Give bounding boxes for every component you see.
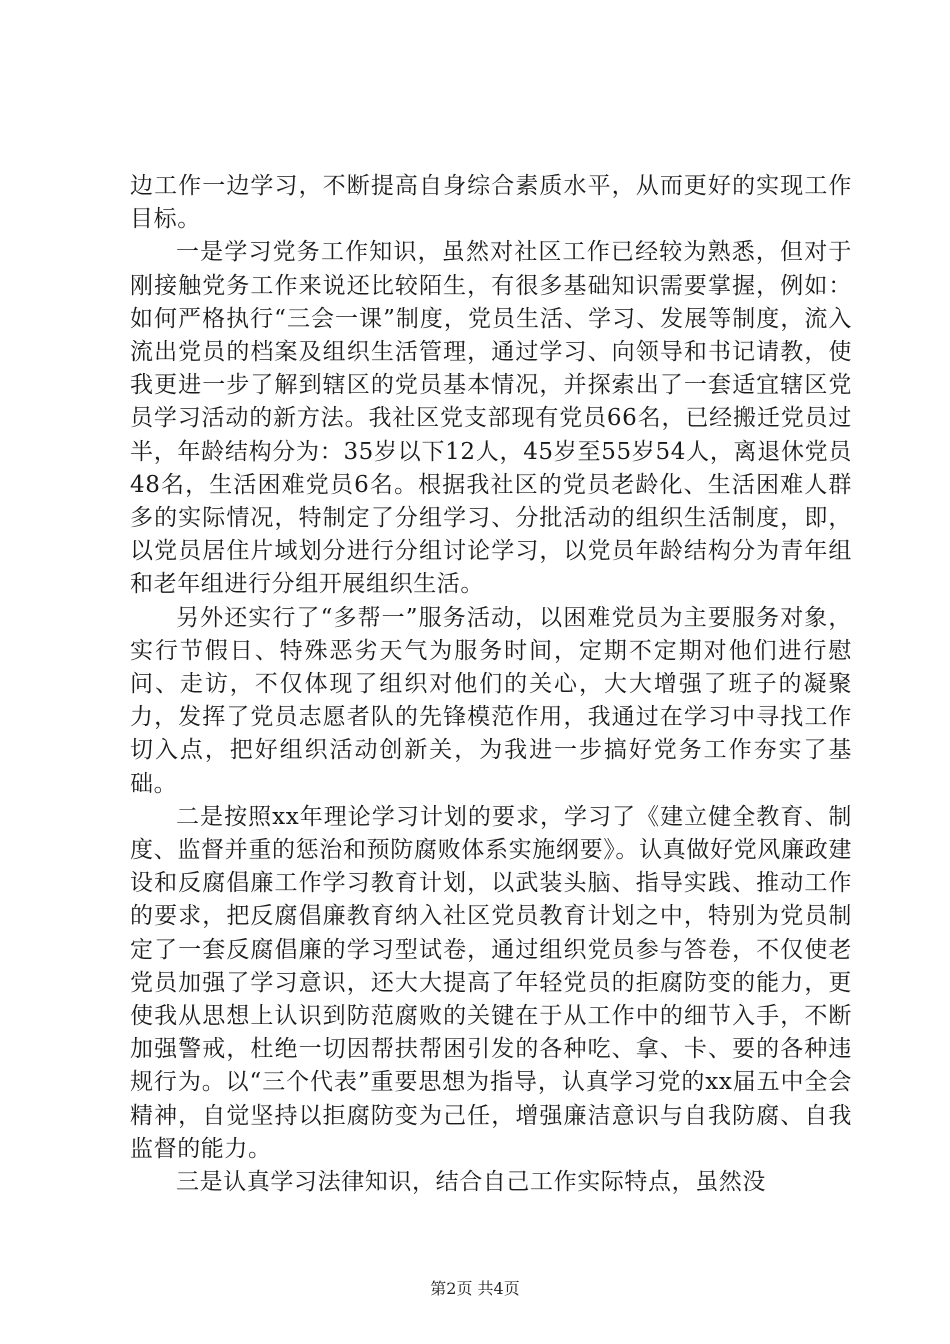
paragraph-4: 二是按照xx年理论学习计划的要求，学习了《建立健全教育、制度、监督并重的惩治和预防腐败体系实施纲要》。认真做好党风廉政建设和反腐倡廉工作学习教育计划，以武装头脑、指导实践、推动工作的要求，把反腐倡廉教育纳入社区党员教育计划之中，特别为党员制定了一套反腐倡廉的学习型试卷，通过组织党员参与答卷，不仅使老党员加强了学习意识，还大大提高了年轻党员的拒腐防变的能力，更使我从思想上认识到防范腐败的关键在于从工作中的细节入手，不断加强警戒，杜绝一切因帮扶帮困引发的各种吃、拿、卡、要的各种违规行为。以“三个代表”重要思想为指导，认真学习党的xx届五中全会精神，自觉坚持以拒腐防变为己任，增强廉洁意识与自我防腐、自我监督的能力。 [130,803,852,1162]
document-body [130,170,852,1199]
paragraph-5: 三是认真学习法律知识，结合自己工作实际特点，虽然没 [176,1169,766,1196]
page-number-footer: 第2页 共4页 [430,1279,520,1298]
paragraph-2: 一是学习党务工作知识，虽然对社区工作已经较为熟悉，但对于刚接触党务工作来说还比较陌生，有很多基础知识需要掌握，例如：如何严格执行“三会一课”制度，党员生活、学习、发展等制度，流入流出党员的档案及组织生活管理，通过学习、向领导和书记请教，使我更进一步了解到辖区的党员基本情况，并探索出了一套适宜辖区党员学习活动的新方法。我社区党支部现有党员66名，已经搬迁党员过半，年龄结构分为：35岁以下12人，45岁至55岁54人，离退休党员48名，生活困难党员6名。根据我社区的党员老龄化、生活困难人群多的实际情况，特制定了分组学习、分批活动的组织生活制度，即，以党员居住片域划分进行分组讨论学习，以党员年龄结构分为青年组和老年组进行分组开展组织生活。 [130,239,852,598]
paragraph-3: 另外还实行了“多帮一”服务活动，以困难党员为主要服务对象，实行节假日、特殊恶劣天气为服务时间，定期不定期对他们进行慰问、走访，不仅体现了组织对他们的关心，大大增强了班子的凝聚力，发挥了党员志愿者队的先锋模范作用，我通过在学习中寻找工作切入点，把好组织活动创新关，为我进一步搞好党务工作夯实了基础。 [130,604,852,797]
paragraph-1: 边工作一边学习，不断提高自身综合素质水平，从而更好的实现工作目标。 [130,173,852,233]
